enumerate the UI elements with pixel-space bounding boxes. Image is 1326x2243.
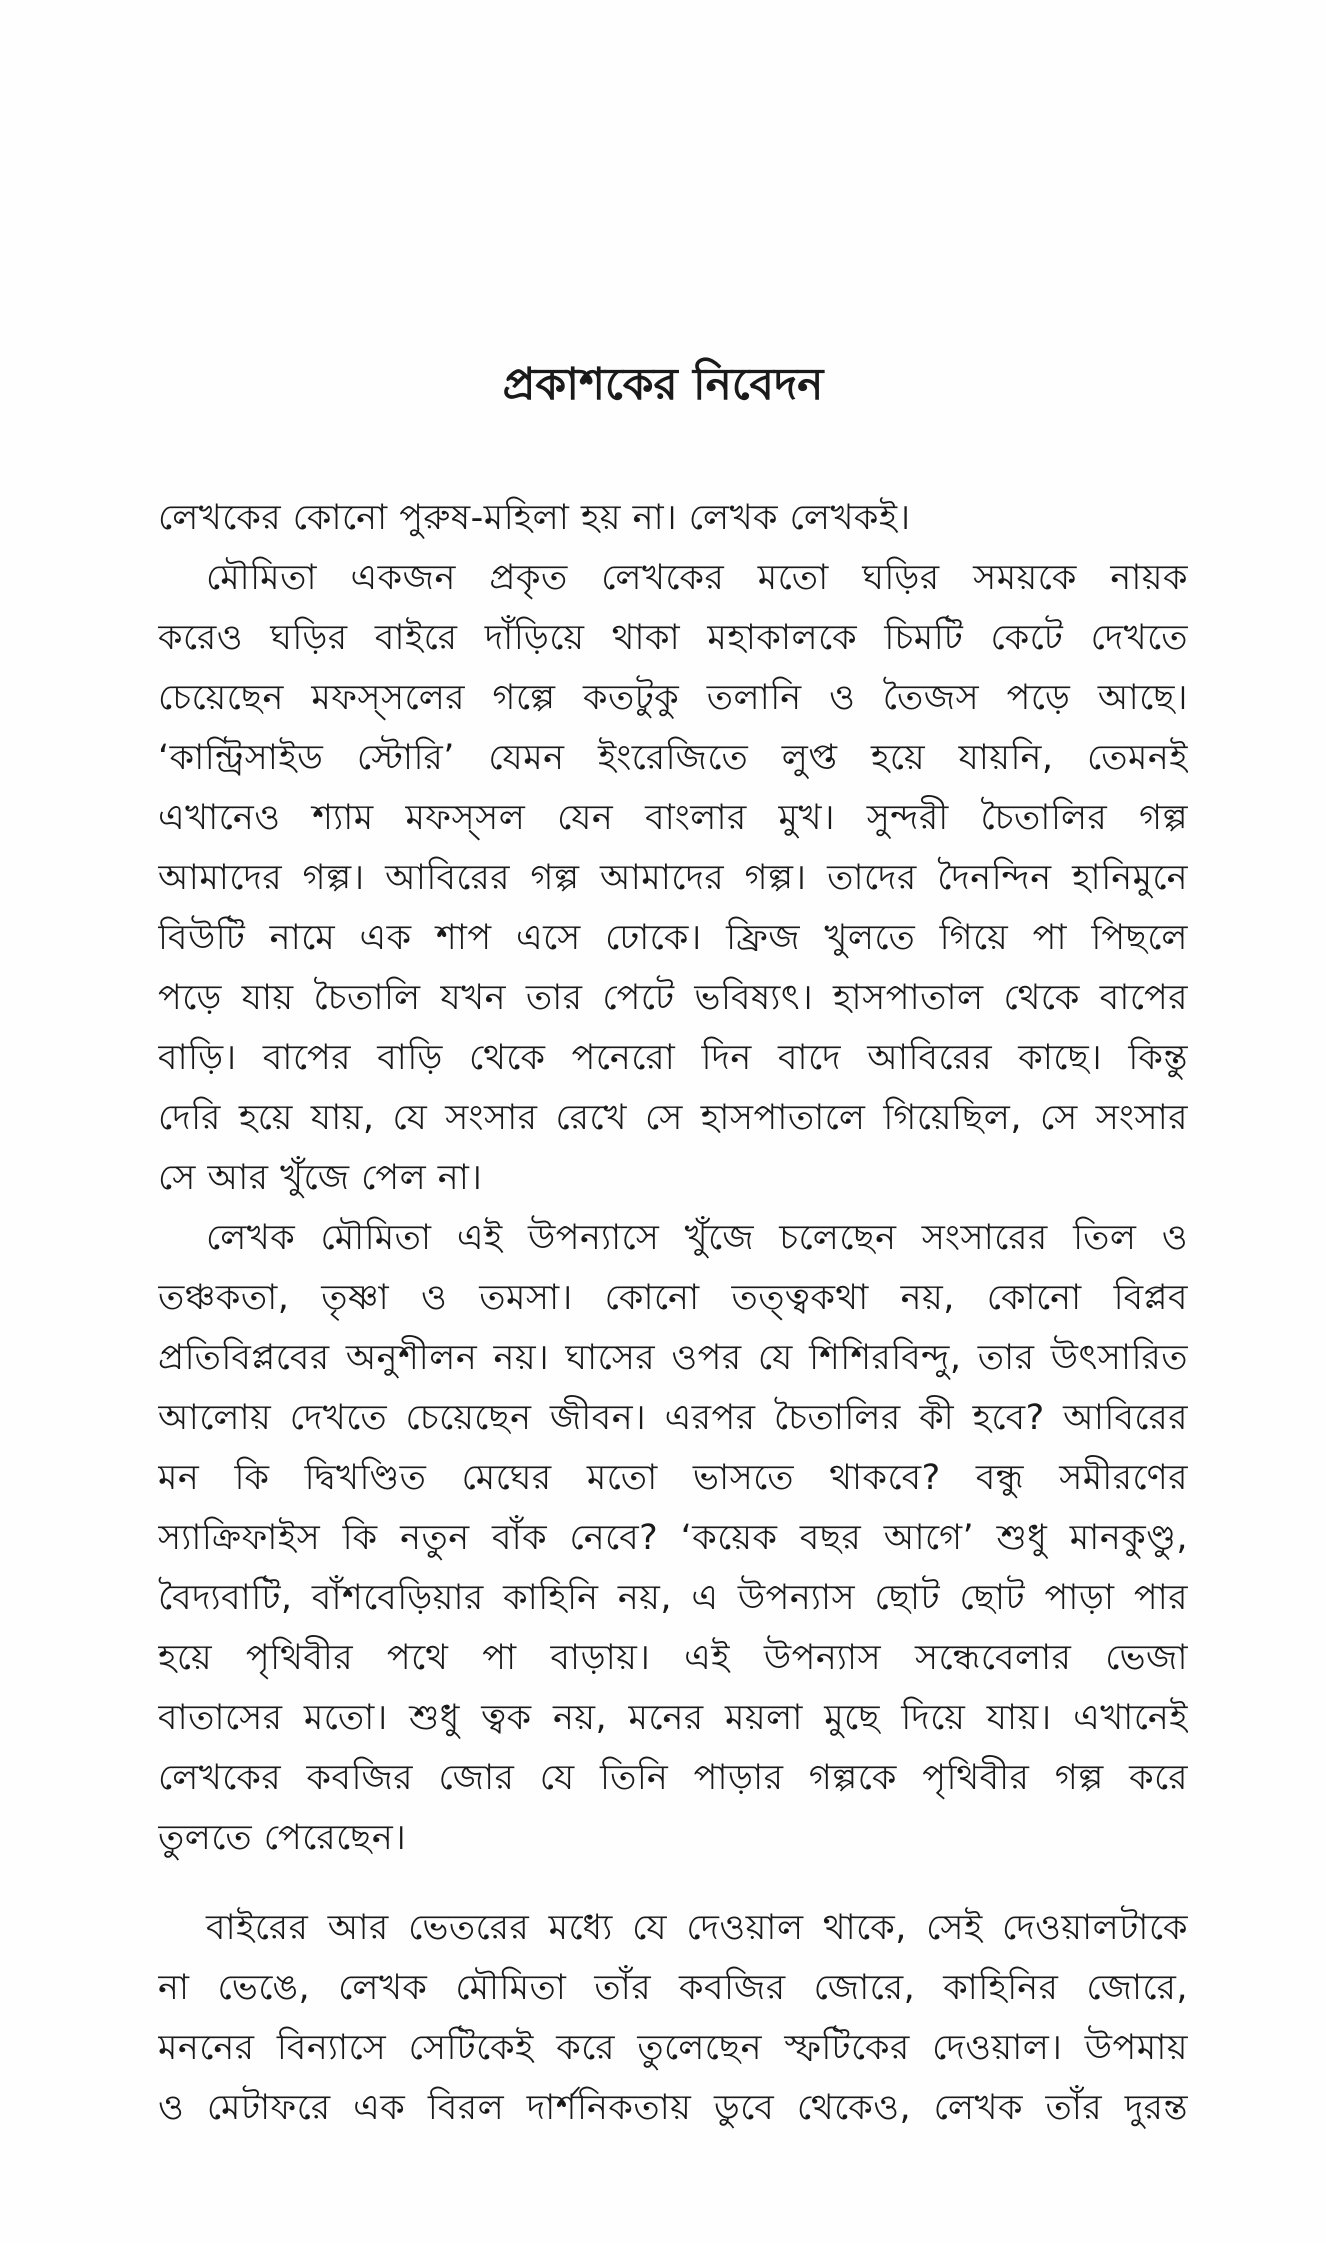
paragraph-line: লেখকের কবজির জোর যে তিনি পাড়ার গল্পকে পৃথিবীর গল্প করে (158, 1758, 1188, 1798)
paragraph-line: আমাদের গল্প। আবিরের গল্প আমাদের গল্প। তাদের দৈনন্দিন হানিমুনে (158, 858, 1188, 898)
paragraph-line: তুলতে পেরেছেন। (158, 1818, 407, 1858)
paragraph-line: স্যাক্রিফাইস কি নতুন বাঁক নেবে? ‘কয়েক বছর আগে’ শুধু মানকুণ্ডু, (158, 1518, 1188, 1558)
paragraph-line: করেও ঘড়ির বাইরে দাঁড়িয়ে থাকা মহাকালকে চিমটি কেটে দেখতে (158, 618, 1188, 658)
paragraph-line: বাড়ি। বাপের বাড়ি থেকে পনেরো দিন বাদে আবিরের কাছে। কিন্তু (158, 1038, 1188, 1078)
paragraph-2 (158, 548, 1188, 1208)
paragraph-1 (158, 488, 1188, 548)
paragraph-line: ও মেটাফরে এক বিরল দার্শনিকতায় ডুবে থেকেও, লেখক তাঁর দুরন্ত (158, 2088, 1188, 2128)
paragraph-line: বৈদ্যবাটি, বাঁশবেড়িয়ার কাহিনি নয়, এ উপন্যাস ছোট ছোট পাড়া পার (158, 1578, 1188, 1618)
paragraph-line: লেখক মৌমিতা এই উপন্যাসে খুঁজে চলেছেন সংসারের তিল ও (206, 1218, 1188, 1258)
page-title: প্রকাশকের নিবেদন (502, 359, 824, 410)
paragraph-line: বাতাসের মতো। শুধু ত্বক নয়, মনের ময়লা মুছে দিয়ে যায়। এখানেই (158, 1698, 1188, 1738)
paragraph-line: বাইরের আর ভেতরের মধ্যে যে দেওয়াল থাকে, সেই দেওয়ালটাকে (206, 1908, 1188, 1948)
paragraph-line: পড়ে যায় চৈতালি যখন তার পেটে ভবিষ্যৎ। হাসপাতাল থেকে বাপের (158, 978, 1188, 1018)
paragraph-line: তঞ্চকতা, তৃষ্ণা ও তমসা। কোনো তত্ত্বকথা নয়, কোনো বিপ্লব (158, 1278, 1188, 1318)
paragraph-line: বিউটি নামে এক শাপ এসে ঢোকে। ফ্রিজ খুলতে গিয়ে পা পিছলে (158, 918, 1188, 958)
paragraph-line: প্রতিবিপ্লবের অনুশীলন নয়। ঘাসের ওপর যে শিশিরবিন্দু, তার উৎসারিত (158, 1338, 1188, 1378)
paragraph-line: না ভেঙে, লেখক মৌমিতা তাঁর কবজির জোরে, কাহিনির জোরে, (158, 1968, 1188, 2008)
paragraph-line: ‘কান্ট্রিসাইড স্টোরি’ যেমন ইংরেজিতে লুপ্ত হয়ে যায়নি, তেমনই (158, 738, 1188, 778)
paragraph-line: মন কি দ্বিখণ্ডিত মেঘের মতো ভাসতে থাকবে? বন্ধু সমীরণের (158, 1458, 1188, 1498)
paragraph-3 (158, 1208, 1188, 1868)
paragraph-line: দেরি হয়ে যায়, যে সংসার রেখে সে হাসপাতালে গিয়েছিল, সে সংসার (158, 1098, 1188, 1138)
paragraph-4 (158, 1898, 1188, 2138)
paragraph-line: মননের বিন্যাসে সেটিকেই করে তুলেছেন স্ফটিকের দেওয়াল। উপমায় (158, 2028, 1188, 2068)
paragraph-line: এখানেও শ্যাম মফস্‌সল যেন বাংলার মুখ। সুন্দরী চৈতালির গল্প (158, 798, 1188, 838)
paragraph-line: আলোয় দেখতে চেয়েছেন জীবন। এরপর চৈতালির কী হবে? আবিরের (158, 1398, 1188, 1438)
paragraph-line: চেয়েছেন মফস্‌সলের গল্পে কতটুকু তলানি ও তৈজস পড়ে আছে। (158, 678, 1188, 718)
paragraph-line: লেখকের কোনো পুরুষ-মহিলা হয় না। লেখক লেখকই। (158, 498, 911, 538)
paragraph-line: মৌমিতা একজন প্রকৃত লেখকের মতো ঘড়ির সময়কে নায়ক (206, 558, 1188, 598)
paragraph-line: হয়ে পৃথিবীর পথে পা বাড়ায়। এই উপন্যাস সন্ধেবেলার ভেজা (158, 1638, 1188, 1678)
paragraph-line: সে আর খুঁজে পেল না। (158, 1158, 483, 1198)
